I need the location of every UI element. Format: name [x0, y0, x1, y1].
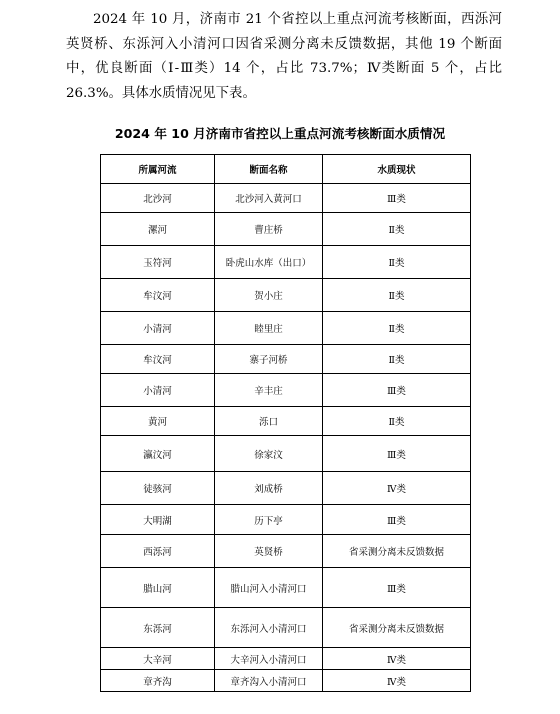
table-row [101, 279, 471, 312]
cell-river: 大明湖 [101, 505, 215, 535]
table-row [101, 246, 471, 279]
cell-section: 寨子河桥 [215, 345, 323, 374]
cell-quality: Ⅳ类 [323, 648, 471, 670]
cell-quality: Ⅱ类 [323, 213, 471, 246]
cell-river: 牟汶河 [101, 345, 215, 374]
cell-quality: Ⅲ类 [323, 184, 471, 213]
table-row [101, 345, 471, 374]
table-header-row [101, 155, 471, 184]
table-row [101, 648, 471, 670]
table-title: 2024 年 10 月济南市省控以上重点河流考核断面水质情况 [114, 126, 446, 141]
cell-quality: Ⅱ类 [323, 312, 471, 345]
table-row [101, 472, 471, 505]
cell-quality: Ⅱ类 [323, 246, 471, 279]
cell-river: 小清河 [101, 312, 215, 345]
cell-river: 徒骇河 [101, 472, 215, 505]
cell-river: 小清河 [101, 374, 215, 407]
cell-section: 泺口 [215, 407, 323, 436]
cell-section: 历下亭 [215, 505, 323, 535]
cell-river: 瀛汶河 [101, 436, 215, 472]
cell-section: 贺小庄 [215, 279, 323, 312]
cell-section: 曹庄桥 [215, 213, 323, 246]
cell-section: 英贤桥 [215, 535, 323, 568]
cell-section: 腊山河入小清河口 [215, 568, 323, 608]
cell-section: 北沙河入黄河口 [215, 184, 323, 213]
cell-section: 章齐沟入小清河口 [215, 670, 323, 692]
table-row [101, 436, 471, 472]
cell-section: 大辛河入小清河口 [215, 648, 323, 670]
cell-quality: Ⅱ类 [323, 279, 471, 312]
cell-river: 东泺河 [101, 608, 215, 648]
cell-quality: Ⅲ类 [323, 505, 471, 535]
cell-river: 大辛河 [101, 648, 215, 670]
table-row [101, 608, 471, 648]
table-row [101, 213, 471, 246]
header-section: 断面名称 [215, 155, 323, 184]
cell-section: 徐家汶 [215, 436, 323, 472]
table-row [101, 670, 471, 692]
cell-river: 腊山河 [101, 568, 215, 608]
cell-section: 刘成桥 [215, 472, 323, 505]
cell-section: 睦里庄 [215, 312, 323, 345]
table-row [101, 505, 471, 535]
cell-quality: Ⅱ类 [323, 345, 471, 374]
table-row [101, 407, 471, 436]
cell-quality: Ⅲ类 [323, 436, 471, 472]
table-row [101, 184, 471, 213]
intro-paragraph: 2024 年 10 月，济南市 21 个省控以上重点河流考核断面，西泺河英贤桥、东泺河入小清河口因省采测分离未反馈数据，其他 19 个断面中，优良断面（Ⅰ-Ⅲ类）14 个，占比 73.7%；Ⅳ类断面 5 个，占比 26.3%。具体水质情况见下表。 [66, 12, 502, 101]
cell-quality: Ⅳ类 [323, 472, 471, 505]
table-row [101, 568, 471, 608]
cell-river: 北沙河 [101, 184, 215, 213]
cell-quality: Ⅲ类 [323, 374, 471, 407]
cell-river: 西泺河 [101, 535, 215, 568]
cell-river: 黄河 [101, 407, 215, 436]
cell-quality: 省采测分离未反馈数据 [323, 535, 471, 568]
cell-section: 卧虎山水库（出口） [215, 246, 323, 279]
cell-river: 漯河 [101, 213, 215, 246]
header-river: 所属河流 [101, 155, 215, 184]
table-row [101, 312, 471, 345]
cell-quality: 省采测分离未反馈数据 [323, 608, 471, 648]
cell-section: 东泺河入小清河口 [215, 608, 323, 648]
table-row [101, 535, 471, 568]
cell-river: 章齐沟 [101, 670, 215, 692]
cell-river: 牟汶河 [101, 279, 215, 312]
water-quality-table [100, 154, 471, 692]
table-row [101, 374, 471, 407]
cell-river: 玉符河 [101, 246, 215, 279]
cell-section: 辛丰庄 [215, 374, 323, 407]
cell-quality: Ⅱ类 [323, 407, 471, 436]
header-quality: 水质现状 [323, 155, 471, 184]
cell-quality: Ⅲ类 [323, 568, 471, 608]
cell-quality: Ⅳ类 [323, 670, 471, 692]
